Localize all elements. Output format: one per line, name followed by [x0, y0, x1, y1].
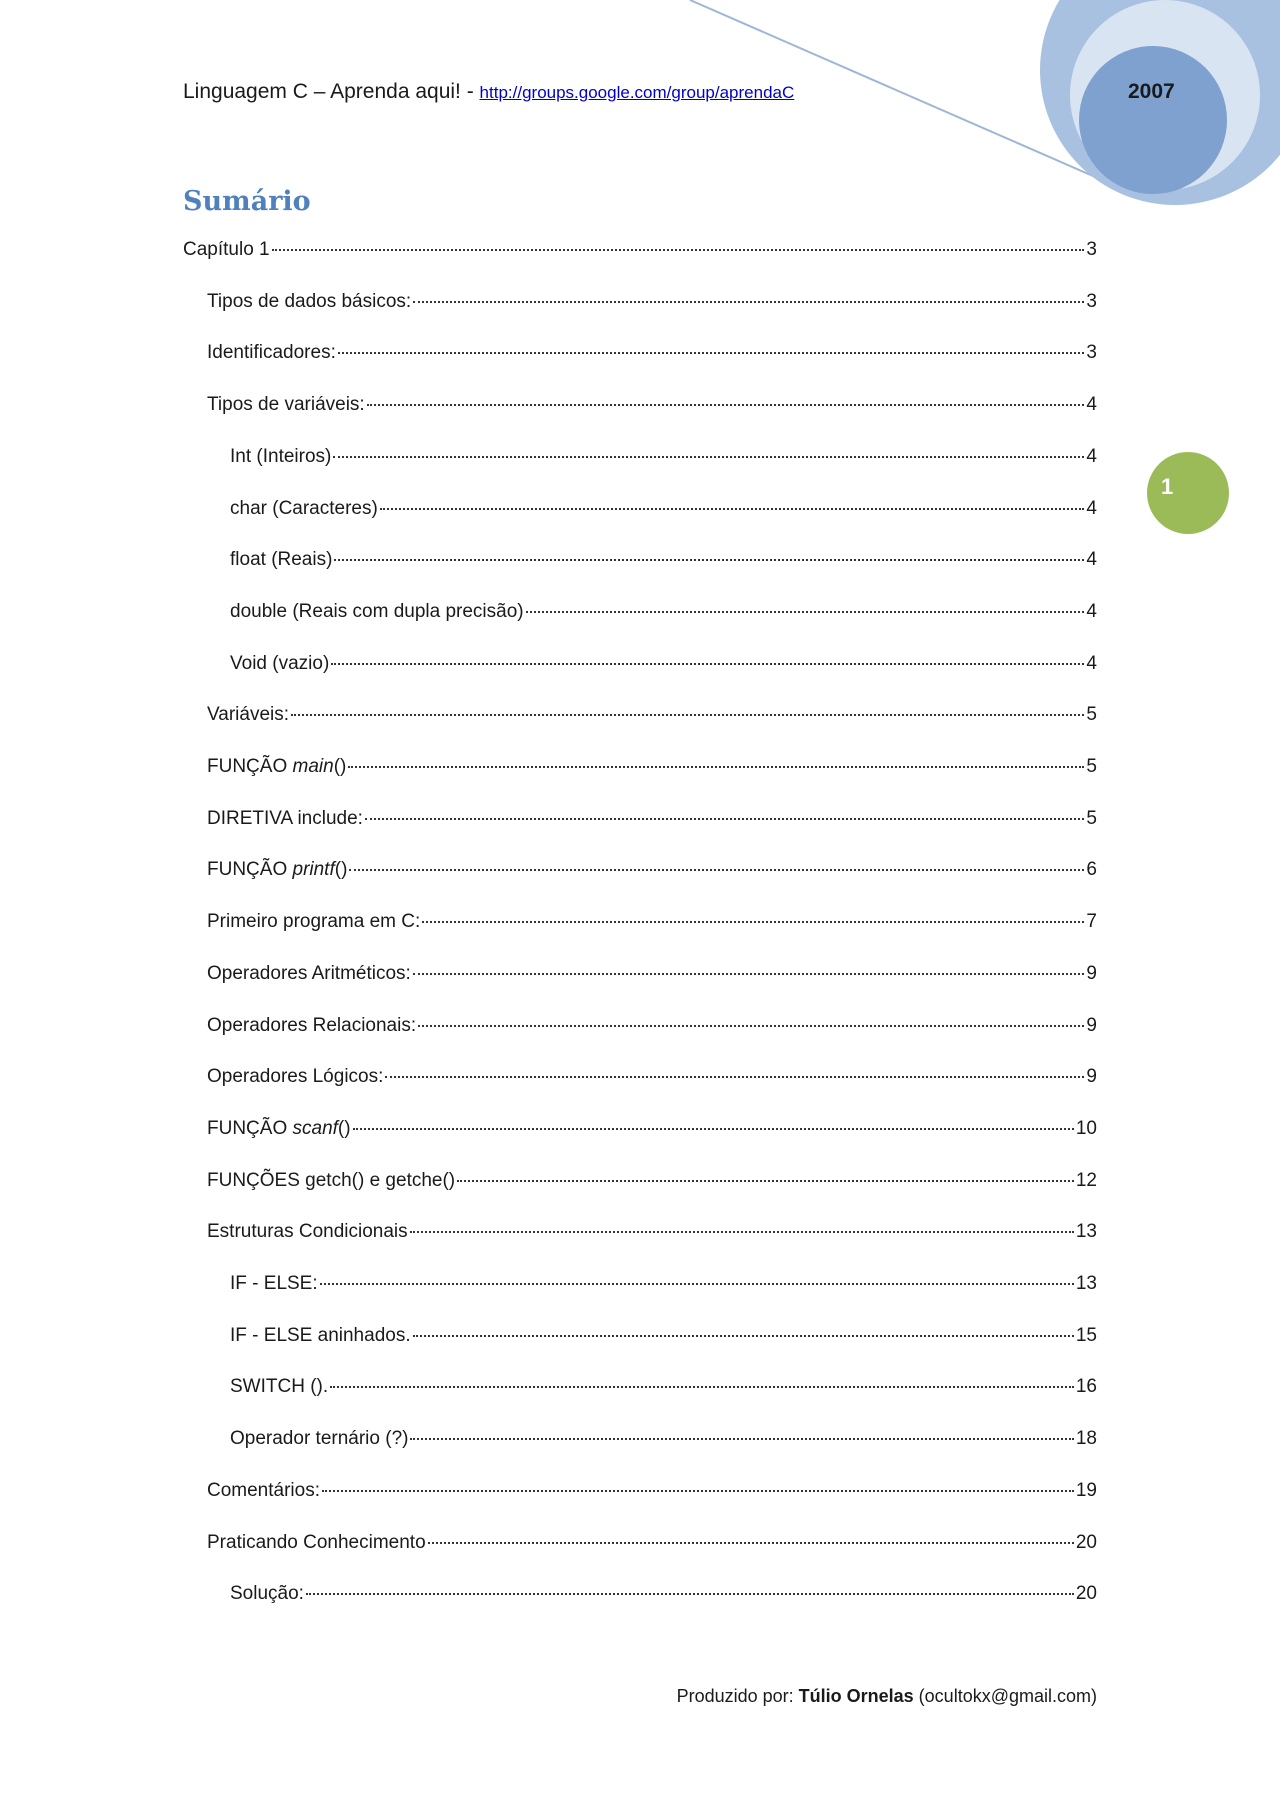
footer-email: (ocultokx@gmail.com) [913, 1686, 1097, 1706]
footer-author: Túlio Ornelas [798, 1686, 914, 1706]
toc-entry[interactable] [230, 1376, 1097, 1404]
toc-entry-page: 5 [1086, 756, 1097, 777]
toc-entry-page: 15 [1075, 1324, 1097, 1346]
toc-entry-text: Int (Inteiros) [230, 445, 332, 467]
toc-entry[interactable] [207, 911, 1097, 939]
toc-entry[interactable] [207, 1066, 1097, 1094]
toc-entry-text: Capítulo 1 [183, 239, 270, 260]
toc-entry-italic: printf [292, 859, 335, 881]
toc-entry-text: Identificadores: [207, 342, 336, 364]
toc-entry-page: 9 [1086, 962, 1097, 984]
toc-entry-suffix: () [333, 756, 347, 777]
toc-entry[interactable] [207, 394, 1097, 422]
toc-heading: Sumário [183, 186, 311, 217]
toc-entry-page: 3 [1086, 342, 1097, 364]
toc-entry-text: double (Reais com dupla precisão) [230, 600, 524, 622]
toc-entry-text: Praticando Conhecimento [207, 1531, 426, 1553]
toc-entry-label [207, 704, 289, 726]
toc-entry-label [207, 1532, 426, 1554]
toc-entry-page: 6 [1086, 859, 1097, 881]
page-number-badge [1147, 452, 1229, 534]
header-title [183, 80, 794, 104]
toc-entry-label [207, 808, 363, 830]
toc-entry-label [230, 446, 331, 468]
toc-dot-leader [348, 766, 1084, 768]
toc-dot-leader [334, 559, 1084, 561]
toc-entry-text: Tipos de dados básicos: [207, 290, 412, 312]
toc-dot-leader [385, 1076, 1084, 1078]
toc-entry-text: DIRETIVA include: [207, 807, 363, 829]
toc-entry[interactable] [207, 1015, 1097, 1043]
toc-entry-page: 4 [1086, 394, 1097, 416]
toc-entry-page: 20 [1075, 1583, 1097, 1605]
toc-entry-page: 4 [1086, 652, 1097, 674]
toc-entry-page: 12 [1075, 1169, 1097, 1191]
toc-entry-page: 4 [1086, 549, 1097, 571]
toc-entry-label [230, 601, 524, 623]
toc-entry-label [207, 911, 420, 933]
toc-entry[interactable] [230, 601, 1097, 629]
toc-entry[interactable] [207, 859, 1097, 887]
toc-entry-page: 4 [1086, 445, 1097, 467]
toc-entry-text: FUNÇÃO [207, 756, 293, 777]
toc-entry[interactable] [183, 239, 1097, 267]
toc-entry[interactable] [230, 549, 1097, 577]
toc-entry-suffix: () [337, 1117, 351, 1139]
page-number: 1 [1161, 474, 1174, 499]
toc-entry-italic: scanf [292, 1117, 338, 1139]
toc-entry-label [207, 394, 365, 416]
toc-entry-label [207, 1066, 383, 1088]
toc-entry-page: 9 [1086, 1066, 1097, 1088]
toc-entry-page: 3 [1086, 239, 1097, 260]
toc-dot-leader [322, 1490, 1074, 1492]
toc-entry-text: Tipos de variáveis: [207, 394, 365, 416]
toc-entry-text: Operadores Relacionais: [207, 1014, 417, 1036]
toc-entry-label [230, 1273, 318, 1295]
toc-dot-leader [410, 1438, 1073, 1440]
toc-entry[interactable] [207, 1532, 1097, 1560]
toc-entry-text: FUNÇÃO [207, 1117, 293, 1139]
toc-entry[interactable] [207, 963, 1097, 991]
toc-entry-text: Operadores Aritméticos: [207, 962, 411, 984]
toc-entry-text: Primeiro programa em C: [207, 911, 421, 933]
toc-entry-label [207, 1015, 416, 1037]
toc-entry[interactable] [207, 342, 1097, 370]
toc-dot-leader [320, 1283, 1074, 1285]
toc-entry-text: Operador ternário (?) [230, 1428, 409, 1450]
toc-dot-leader [353, 1128, 1074, 1130]
toc-entry-page: 4 [1086, 497, 1097, 519]
toc-entry-page: 10 [1075, 1117, 1097, 1139]
toc-entry-text: Estruturas Condicionais [207, 1221, 408, 1243]
toc-entry-text: Comentários: [207, 1479, 320, 1501]
toc-entry[interactable] [207, 756, 1097, 784]
toc-entry-label [207, 963, 411, 985]
toc-entry-page: 16 [1075, 1376, 1097, 1398]
toc-entry-page: 20 [1075, 1531, 1097, 1553]
toc-entry-text: IF - ELSE: [230, 1273, 318, 1294]
header-year: 2007 [1128, 80, 1175, 103]
toc-entry-label [207, 1170, 455, 1192]
toc-entry-text: FUNÇÕES getch() e getche() [207, 1169, 456, 1191]
toc-entry-label [207, 1221, 408, 1243]
toc-entry[interactable] [207, 704, 1097, 732]
toc-entry-page: 9 [1086, 1014, 1097, 1036]
toc-dot-leader [365, 818, 1084, 820]
toc-entry-text: char (Caracteres) [230, 497, 378, 519]
toc-entry-label [230, 653, 329, 675]
toc-entry[interactable] [230, 498, 1097, 526]
header-title-text: Linguagem C – Aprenda aqui! - [183, 80, 480, 103]
toc-entry-suffix: () [334, 859, 348, 881]
toc-entry-page: 13 [1075, 1273, 1097, 1294]
decor-circle-inner [1079, 46, 1227, 194]
footer-prefix: Produzido por: [676, 1686, 799, 1706]
toc-dot-leader [349, 869, 1084, 871]
toc-entry-page: 7 [1086, 911, 1097, 933]
toc-entry-label [183, 239, 270, 261]
toc-dot-leader [367, 404, 1085, 406]
toc-dot-leader [331, 663, 1084, 665]
toc-entry-label [207, 291, 411, 313]
toc-entry[interactable] [230, 1583, 1097, 1611]
toc-dot-leader [410, 1231, 1074, 1233]
toc-entry-label [230, 1428, 408, 1450]
header-link[interactable]: http://groups.google.com/group/aprendaC [479, 83, 795, 102]
toc-entry-label [230, 1376, 328, 1398]
toc-entry-label [230, 549, 332, 571]
toc-dot-leader [526, 611, 1085, 613]
toc-entry[interactable] [230, 446, 1097, 474]
toc-entry[interactable] [207, 291, 1097, 319]
footer [677, 1686, 1097, 1707]
toc-entry[interactable] [230, 1428, 1097, 1456]
toc-dot-leader [428, 1542, 1074, 1544]
toc-entry-page: 13 [1075, 1221, 1097, 1243]
toc-entry[interactable] [230, 653, 1097, 681]
toc-entry-page: 4 [1086, 600, 1097, 622]
toc-dot-leader [413, 301, 1084, 303]
toc-entry-text: Operadores Lógicos: [207, 1066, 384, 1088]
toc-entry-page: 5 [1086, 704, 1097, 726]
toc-entry-label [207, 859, 347, 881]
toc-dot-leader [306, 1593, 1074, 1595]
toc-entry[interactable] [230, 1273, 1097, 1301]
toc-entry-italic: main [292, 756, 334, 777]
toc-dot-leader [413, 973, 1085, 975]
toc-dot-leader [380, 508, 1085, 510]
toc-entry[interactable] [207, 1221, 1097, 1249]
toc-entry-label [207, 1118, 351, 1140]
toc-entry-page: 19 [1075, 1479, 1097, 1501]
toc-dot-leader [413, 1335, 1074, 1337]
toc-entry-text: IF - ELSE aninhados. [230, 1324, 411, 1346]
toc-dot-leader [422, 921, 1084, 923]
toc-entry[interactable] [207, 808, 1097, 836]
toc-entry-page: 18 [1075, 1428, 1097, 1450]
toc-entry-text: Variáveis: [207, 704, 290, 726]
toc-dot-leader [457, 1180, 1074, 1182]
toc-entry-label [230, 498, 378, 520]
toc-entry-text: Void (vazio) [230, 652, 330, 674]
toc-entry[interactable] [230, 1325, 1097, 1353]
toc-entry-page: 5 [1086, 807, 1097, 829]
toc-entry[interactable] [207, 1170, 1097, 1198]
toc-entry-label [207, 342, 336, 364]
toc-entry-text: FUNÇÃO [207, 859, 293, 881]
toc-entry-label [207, 1480, 320, 1502]
toc-dot-leader [333, 456, 1084, 458]
toc-entry-label [207, 756, 346, 778]
toc-entry-label [230, 1325, 411, 1347]
toc-dot-leader [330, 1386, 1074, 1388]
toc-entry[interactable] [207, 1118, 1097, 1146]
toc-dot-leader [272, 249, 1085, 251]
toc-dot-leader [291, 714, 1084, 716]
toc-entry-page: 3 [1086, 290, 1097, 312]
toc-dot-leader [418, 1025, 1084, 1027]
toc-entry-label [230, 1583, 304, 1605]
toc-entry-text: SWITCH (). [230, 1376, 329, 1398]
toc-entry-text: Solução: [230, 1583, 304, 1605]
toc-dot-leader [338, 352, 1085, 354]
toc-entry-text: float (Reais) [230, 549, 333, 571]
toc-entry[interactable] [207, 1480, 1097, 1508]
